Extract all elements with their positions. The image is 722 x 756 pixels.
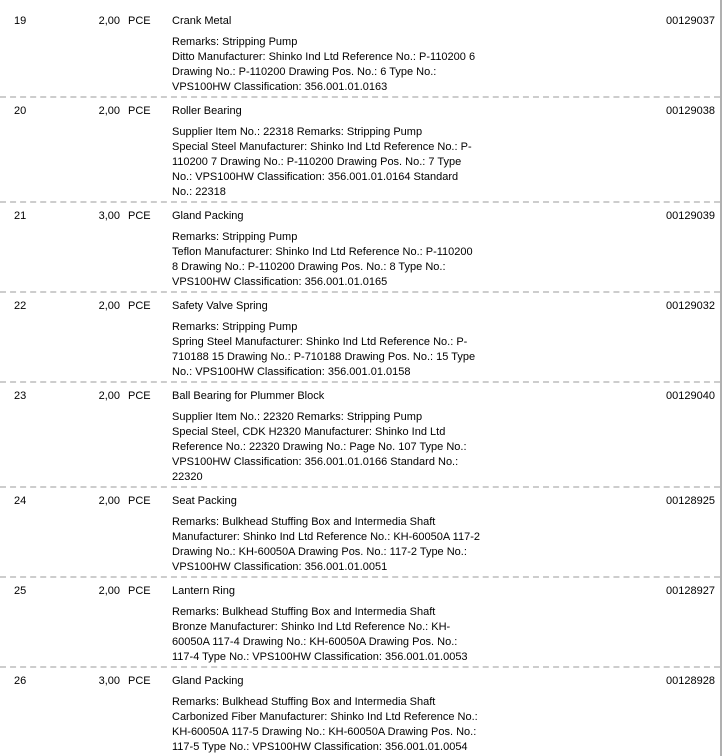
item-name: Lantern Ring bbox=[172, 585, 235, 597]
item-unit: PCE bbox=[128, 15, 151, 27]
detail-line: Remarks: Bulkhead Stuffing Box and Intermedia Shaft bbox=[172, 606, 436, 618]
item-description bbox=[154, 14, 660, 95]
item-name: Roller Bearing bbox=[172, 105, 242, 117]
detail-line: Spring Steel Manufacturer: Shinko Ind Ltd Reference No.: P- bbox=[172, 336, 468, 348]
item-number: 21 bbox=[14, 210, 27, 222]
item-name: Safety Valve Spring bbox=[172, 300, 268, 312]
table-row bbox=[0, 486, 720, 576]
item-part-number: 00129037 bbox=[666, 15, 715, 27]
item-number: 24 bbox=[14, 495, 27, 507]
detail-line: Remarks: Bulkhead Stuffing Box and Intermedia Shaft bbox=[172, 696, 436, 708]
detail-line: Drawing No.: P-110200 Drawing Pos. No.: 6 Type No.: bbox=[172, 66, 437, 78]
item-name: Gland Packing bbox=[172, 210, 244, 222]
detail-line: Manufacturer: Shinko Ind Ltd Reference No.: KH-60050A 117-2 bbox=[172, 531, 480, 543]
detail-line: Remarks: Stripping Pump bbox=[172, 231, 298, 243]
detail-line: Supplier Item No.: 22320 Remarks: Stripping Pump bbox=[172, 411, 423, 423]
detail-line: Special Steel Manufacturer: Shinko Ind Ltd Reference No.: P- bbox=[172, 141, 472, 153]
table-row bbox=[0, 666, 720, 756]
item-details bbox=[172, 230, 652, 290]
item-details bbox=[172, 410, 652, 485]
detail-line: No.: VPS100HW Classification: 356.001.01.0164 Standard bbox=[172, 171, 459, 183]
table-row bbox=[0, 381, 720, 486]
detail-line: 8 Drawing No.: P-110200 Drawing Pos. No.: 8 Type No.: bbox=[172, 261, 446, 273]
item-description bbox=[154, 674, 660, 755]
detail-line: No.: VPS100HW Classification: 356.001.01.0158 bbox=[172, 366, 411, 378]
item-name: Seat Packing bbox=[172, 495, 237, 507]
item-description bbox=[154, 104, 660, 200]
detail-line: Remarks: Stripping Pump bbox=[172, 36, 298, 48]
item-details bbox=[172, 125, 652, 200]
detail-line: VPS100HW Classification: 356.001.01.0051 bbox=[172, 561, 388, 573]
table-row bbox=[0, 201, 720, 291]
item-unit: PCE bbox=[128, 585, 151, 597]
detail-line: VPS100HW Classification: 356.001.01.0166 Standard No.: bbox=[172, 456, 459, 468]
detail-line: KH-60050A 117-5 Drawing No.: KH-60050A Drawing Pos. No.: bbox=[172, 726, 477, 738]
item-part-number: 00128927 bbox=[666, 585, 715, 597]
item-details bbox=[172, 605, 652, 665]
item-number: 19 bbox=[14, 15, 27, 27]
detail-line: 110200 7 Drawing No.: P-110200 Drawing Pos. No.: 7 Type bbox=[172, 156, 462, 168]
item-details bbox=[172, 35, 652, 95]
detail-line: Teflon Manufacturer: Shinko Ind Ltd Reference No.: P-110200 bbox=[172, 246, 473, 258]
detail-line: VPS100HW Classification: 356.001.01.0165 bbox=[172, 276, 388, 288]
item-unit: PCE bbox=[128, 300, 151, 312]
item-unit: PCE bbox=[128, 210, 151, 222]
item-quantity: 2,00 bbox=[98, 495, 120, 507]
item-part-number: 00129039 bbox=[666, 210, 715, 222]
detail-line: Reference No.: 22320 Drawing No.: Page No. 107 Type No.: bbox=[172, 441, 467, 453]
item-quantity: 2,00 bbox=[98, 585, 120, 597]
item-name: Ball Bearing for Plummer Block bbox=[172, 390, 325, 402]
detail-line: 60050A 117-4 Drawing No.: KH-60050A Drawing Pos. No.: bbox=[172, 636, 458, 648]
table-row bbox=[0, 96, 720, 201]
item-description bbox=[154, 209, 660, 290]
item-quantity: 2,00 bbox=[98, 105, 120, 117]
detail-line: 22320 bbox=[172, 471, 203, 483]
item-number: 25 bbox=[14, 585, 27, 597]
detail-line: 710188 15 Drawing No.: P-710188 Drawing Pos. No.: 15 Type bbox=[172, 351, 476, 363]
detail-line: 117-5 Type No.: VPS100HW Classification: 356.001.01.0054 bbox=[172, 741, 468, 753]
detail-line: Drawing No.: KH-60050A Drawing Pos. No.: 117-2 Type No.: bbox=[172, 546, 467, 558]
detail-line: 117-4 Type No.: VPS100HW Classification: 356.001.01.0053 bbox=[172, 651, 468, 663]
item-unit: PCE bbox=[128, 495, 151, 507]
item-quantity: 3,00 bbox=[98, 675, 120, 687]
detail-line: No.: 22318 bbox=[172, 186, 226, 198]
item-quantity: 2,00 bbox=[98, 390, 120, 402]
item-details bbox=[172, 320, 652, 380]
detail-line: Bronze Manufacturer: Shinko Ind Ltd Reference No.: KH- bbox=[172, 621, 451, 633]
item-details bbox=[172, 695, 652, 755]
detail-line: Carbonized Fiber Manufacturer: Shinko Ind Ltd Reference No.: bbox=[172, 711, 478, 723]
item-number: 26 bbox=[14, 675, 27, 687]
parts-table bbox=[0, 8, 720, 756]
item-details bbox=[172, 515, 652, 575]
table-row bbox=[0, 291, 720, 381]
detail-line: Remarks: Stripping Pump bbox=[172, 321, 298, 333]
item-description bbox=[154, 584, 660, 665]
detail-line: VPS100HW Classification: 356.001.01.0163 bbox=[172, 81, 388, 93]
item-quantity: 2,00 bbox=[98, 15, 120, 27]
item-number: 22 bbox=[14, 300, 27, 312]
item-description bbox=[154, 299, 660, 380]
table-row bbox=[0, 576, 720, 666]
item-part-number: 00129032 bbox=[666, 300, 715, 312]
item-quantity: 3,00 bbox=[98, 210, 120, 222]
item-description bbox=[154, 494, 660, 575]
item-name: Gland Packing bbox=[172, 675, 244, 687]
item-quantity: 2,00 bbox=[98, 300, 120, 312]
detail-line: Remarks: Bulkhead Stuffing Box and Intermedia Shaft bbox=[172, 516, 436, 528]
item-part-number: 00128928 bbox=[666, 675, 715, 687]
item-part-number: 00128925 bbox=[666, 495, 715, 507]
item-unit: PCE bbox=[128, 390, 151, 402]
item-description bbox=[154, 389, 660, 485]
item-number: 23 bbox=[14, 390, 27, 402]
item-unit: PCE bbox=[128, 675, 151, 687]
item-number: 20 bbox=[14, 105, 27, 117]
item-name: Crank Metal bbox=[172, 15, 232, 27]
detail-line: Ditto Manufacturer: Shinko Ind Ltd Reference No.: P-110200 6 bbox=[172, 51, 476, 63]
detail-line: Special Steel, CDK H2320 Manufacturer: Shinko Ind Ltd bbox=[172, 426, 446, 438]
item-part-number: 00129040 bbox=[666, 390, 715, 402]
detail-line: Supplier Item No.: 22318 Remarks: Stripping Pump bbox=[172, 126, 423, 138]
table-row bbox=[0, 8, 720, 96]
item-unit: PCE bbox=[128, 105, 151, 117]
item-part-number: 00129038 bbox=[666, 105, 715, 117]
